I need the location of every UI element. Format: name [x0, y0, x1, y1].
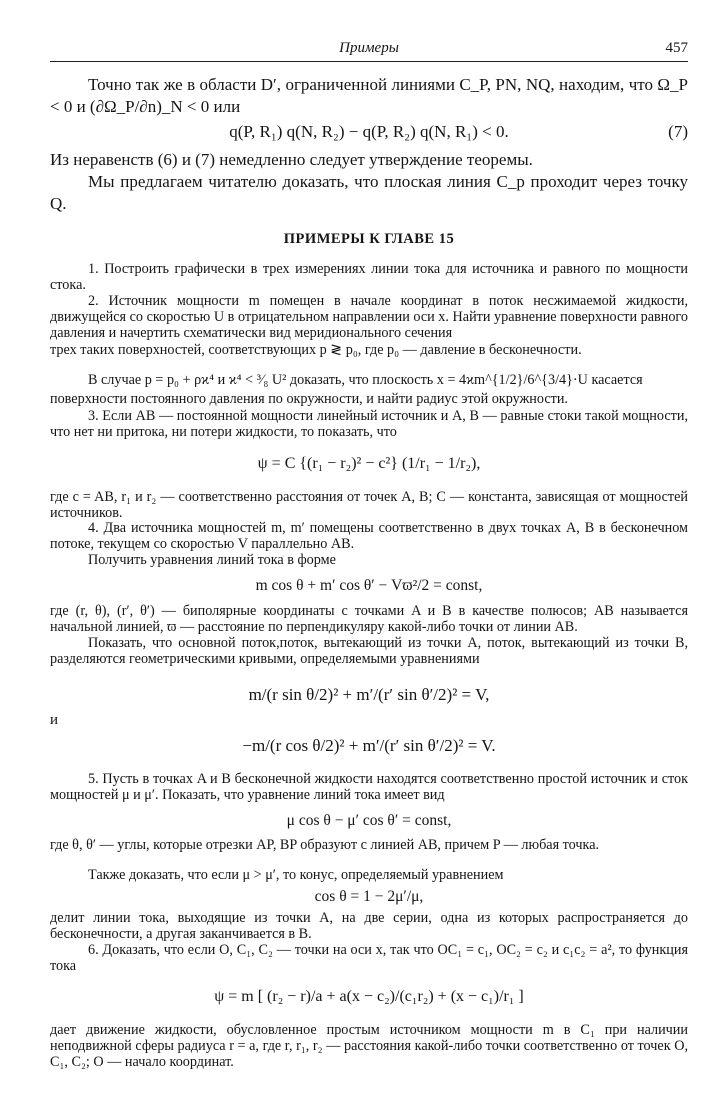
example-5-also: Также доказать, что если μ > μ′, то конус, определяемый уравнением	[88, 867, 504, 883]
example-5-divides: делит линии тока, выходящие из точки A, на две серии, одна из которых распространяется до бесконечности, а другая заканчивается в B.	[50, 910, 688, 942]
page-number: 457	[665, 40, 688, 56]
equation-7-number: (7)	[668, 122, 688, 141]
example-4-equation-a: m/(r sin θ/2)² + m′/(r′ sin θ′/2)² = V,	[248, 685, 490, 704]
page-header	[50, 40, 688, 60]
example-5-after: где θ, θ′ — углы, которые отрезки AP, BP образуют с линией AB, причем P — любая точка.	[50, 837, 600, 853]
intro-paragraph: Точно так же в области D′, ограниченной линиями C_P, PN, NQ, находим, что Ω_P < 0 и (∂Ω_P/∂n)_N < 0 или	[50, 75, 688, 116]
example-2-case-cont: поверхности постоянного давления по окружности, и найти радиус этой окружности.	[50, 391, 568, 407]
example-4-show: Показать, что основной поток,поток, вытекающий из точки A, поток, вытекающий из точки B, разделяются геометрическими кривыми, определяемыми уравнениями	[50, 635, 688, 667]
conjunction-and: и	[50, 712, 59, 728]
example-6-formula: ψ = m [ (r₂ − r)/a + a(x − c₂)/(c₁r₂) + (x − c₁)/r₁ ]	[214, 988, 524, 1005]
example-4-after: где (r, θ), (r′, θ′) — биполярные координаты с точками A и B в качестве полюсов; AB называется начальной линией, ϖ — расстояние по перпендикуляру какой-либо точки от линии AB.	[50, 603, 688, 635]
example-3-formula: ψ = C {(r₁ − r₂)² − c²} (1/r₁ − 1/r₂),	[257, 455, 481, 472]
example-4: 4. Два источника мощностей m, m′ помещены соответственно в двух точках A, B в бесконечном потоке, текущем со скоростью V параллельно AB.	[50, 520, 688, 552]
example-1: 1. Построить графически в трех измерениях линии тока для источника и равного по мощности стока.	[50, 261, 688, 293]
example-6: 6. Доказать, что если O, C₁, C₂ — точки на оси x, так что OC₁ = c₁, OC₂ = c₂ и c₁c₂ = a², то функция тока	[50, 942, 688, 974]
example-4-get: Получить уравнения линий тока в форме	[88, 552, 336, 568]
section-heading: ПРИМЕРЫ К ГЛАВЕ 15	[283, 231, 455, 247]
equation-7-text: q(P, R₁) q(N, R₂) − q(P, R₂) q(N, R₁) < 0.	[229, 122, 509, 141]
example-5-cone: cos θ = 1 − 2μ′/μ,	[314, 888, 424, 905]
example-5-formula: μ cos θ − μ′ cos θ′ = const,	[286, 812, 452, 829]
theorem-conclusion: Из неравенств (6) и (7) немедленно следует утверждение теоремы.	[50, 150, 533, 169]
example-3-after: где c = AB, r₁ и r₂ — соответственно расстояния от точек A, B; C — константа, зависящая от мощностей источников.	[50, 489, 688, 521]
example-4-formula: m cos θ + m′ cos θ′ − Vϖ²/2 = const,	[255, 577, 483, 594]
equation-7	[50, 122, 688, 142]
example-2: 2. Источник мощности m помещен в начале координат в поток несжимаемой жидкости, движущейся со скоростью U в отрицательном направлении оси x. Найти уравнение поверхности равного давления и начертить схематически вид меридионального сечения	[50, 293, 688, 341]
example-2-case: В случае p = p₀ + ρϰ⁴ и ϰ⁴ < ³⁄₈ U² доказать, что плоскость x = 4ϰm^{1/2}/6^{3/4}·U касается	[88, 372, 643, 388]
example-6-after: дает движение жидкости, обусловленное простым источником мощности m в C₁ при наличии неподвижной сферы радиуса r = a, где r, r₁, r₂ — расстояния какой-либо точки соответственно от точек O, C₁, C₂; O — начало координат.	[50, 1022, 688, 1070]
example-4-equation-b: −m/(r cos θ/2)² + m′/(r′ sin θ′/2)² = V.	[242, 736, 496, 755]
reader-exercise: Мы предлагаем читателю доказать, что плоская линия C_p проходит через точку Q.	[50, 172, 688, 213]
example-5: 5. Пусть в точках A и B бесконечной жидкости находятся соответственно простой источник и сток мощностей μ и μ′. Показать, что уравнение линий тока имеет вид	[50, 771, 688, 803]
running-title: Примеры	[339, 40, 399, 56]
example-2-last-line: трех таких поверхностей, соответствующих p ≷ p₀, где p₀ — давление в бесконечности.	[50, 342, 582, 358]
header-rule	[50, 61, 688, 62]
example-3: 3. Если AB — постоянной мощности линейный источник и A, B — равные стоки такой мощности, что нет ни притока, ни потери жидкости, то показать, что	[50, 408, 688, 440]
